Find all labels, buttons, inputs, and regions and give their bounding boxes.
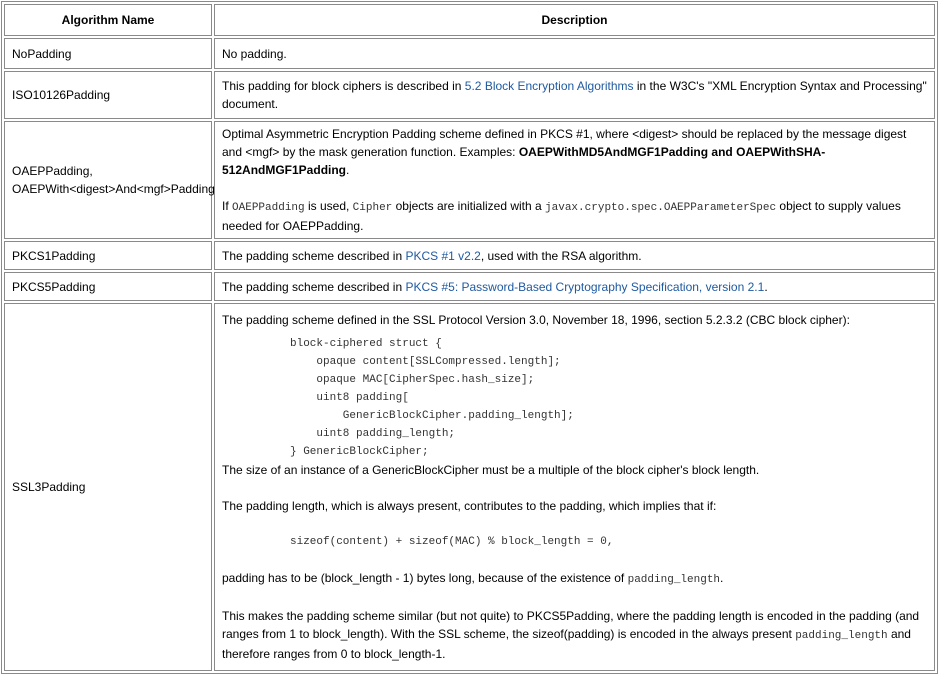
- description-text: in the W3C's "XML Encryption Syntax and Processing" document.: [222, 79, 927, 111]
- padding-table: [1, 1, 938, 674]
- code-block: block-ciphered struct { opaque content[SSLCompressed.length]; opaque MAC[CipherSpec.hash_size]; uint8 padding[ GenericBlockCipher.padding_length]; uint8 padding_length; } GenericBlockCipher;: [290, 338, 574, 458]
- description-paragraph: [222, 197, 927, 235]
- table-row: [4, 71, 935, 119]
- code-text: javax.crypto.spec.OAEPParameterSpec: [545, 202, 777, 214]
- formula-code: sizeof(content) + sizeof(MAC) % block_length = 0,: [290, 536, 614, 548]
- description: [214, 272, 935, 301]
- header-algorithm-name: Algorithm Name: [4, 4, 212, 36]
- header-row: [4, 4, 935, 36]
- description-text: The padding scheme described in: [222, 248, 406, 263]
- algorithm-name: ISO10126Padding: [4, 71, 212, 119]
- block-encryption-link[interactable]: 5.2 Block Encryption Algorithms: [464, 79, 634, 93]
- algorithm-name-line: OAEPPadding,: [12, 164, 93, 178]
- code-text: padding_length: [627, 574, 721, 586]
- description-text: This padding for block ciphers is described in: [222, 79, 465, 93]
- description-text: is used,: [304, 199, 353, 213]
- pkcs1-link[interactable]: PKCS #1 v2.2: [405, 248, 481, 263]
- code-text: Cipher: [352, 202, 393, 214]
- code-text: OAEPPadding: [232, 202, 305, 214]
- algorithm-name-line: OAEPWith<digest>And<mgf>Padding: [12, 182, 215, 196]
- description-text: and therefore ranges from 0 to block_length-1.: [222, 627, 911, 661]
- table-row: [4, 272, 935, 301]
- algorithm-name: PKCS1Padding: [4, 241, 212, 270]
- description-text: objects are initialized with a: [392, 199, 546, 213]
- description: No padding.: [214, 38, 935, 69]
- pkcs5-link[interactable]: PKCS #5: Password-Based Cryptography Specification, version 2.1: [405, 279, 765, 294]
- header-description: Description: [214, 4, 935, 36]
- description-text: .: [720, 571, 724, 585]
- description-text: If: [222, 199, 233, 213]
- algorithm-name: [4, 121, 215, 239]
- description: [214, 121, 935, 239]
- description-text: .: [764, 279, 768, 294]
- description-paragraph: [222, 569, 927, 589]
- example-name: OAEPWithMD5AndMGF1Padding: [518, 145, 709, 159]
- algorithm-name: NoPadding: [4, 38, 212, 69]
- description-paragraph: [222, 607, 927, 663]
- code-text: padding_length: [795, 630, 888, 642]
- description: [214, 303, 935, 671]
- description-text: padding has to be (block_length - 1) bytes long, because of the existence of: [222, 571, 628, 585]
- description-text: Optimal Asymmetric Encryption Padding scheme defined in PKCS #1, where <digest> should be replaced by the message digest and <mgf> by the mask generation function. Examples:: [222, 127, 907, 159]
- description-paragraph: The padding scheme defined in the SSL Protocol Version 3.0, November 18, 1996, section 5.2.3.2 (CBC block cipher):: [222, 313, 850, 327]
- table-row: [4, 38, 935, 69]
- algorithm-name: PKCS5Padding: [4, 272, 212, 301]
- description-text: object to supply values needed for OAEPPadding.: [222, 199, 901, 233]
- algorithm-name: SSL3Padding: [4, 303, 212, 671]
- description-text: and: [708, 145, 737, 159]
- example-name: OAEPWithSHA-512AndMGF1Padding: [222, 145, 826, 177]
- description-paragraph: The size of an instance of a GenericBlockCipher must be a multiple of the block cipher's block length.: [222, 463, 760, 477]
- description-text: .: [346, 163, 350, 177]
- description-text: The padding scheme described in: [222, 279, 406, 294]
- table-row: [4, 241, 935, 270]
- description: [214, 71, 935, 119]
- table-row: [4, 121, 935, 239]
- description-text: This makes the padding scheme similar (but not quite) to PKCS5Padding, where the padding length is encoded in the padding (and ranges from 1 to block_length). With the SSL scheme, the sizeof(padding) is encoded in the always present: [222, 609, 920, 641]
- description: [214, 241, 935, 270]
- description-paragraph: [222, 125, 927, 179]
- description-paragraph: The padding length, which is always present, contributes to the padding, which implies that if:: [222, 499, 717, 513]
- description-text: , used with the RSA algorithm.: [480, 248, 642, 263]
- table-row: [4, 303, 935, 671]
- formula-paragraph: [222, 533, 927, 551]
